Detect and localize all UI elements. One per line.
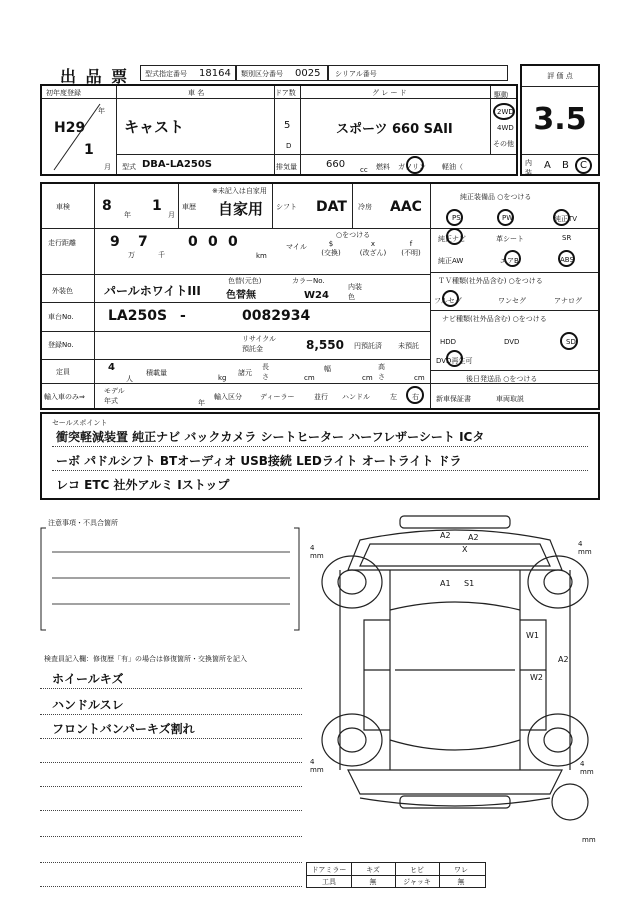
abs-circle (558, 250, 575, 267)
ps-circle (446, 209, 463, 226)
first-reg-month: 1 (84, 142, 94, 158)
tread-fl: 4 mm (310, 544, 324, 560)
tread-rl: 4 mm (310, 758, 324, 774)
drive-2wd-circle (493, 103, 515, 120)
mark-a1: A1 (440, 579, 451, 588)
dvd-circle (446, 350, 463, 367)
chassis-number: 0082934 (242, 308, 311, 324)
navi-circle (446, 228, 463, 245)
shift-type: DAT (316, 199, 347, 215)
registration-block: 初年度登録 車 名 ドア数 グ レ ー ド 駆動 年 H29 1 月 キャスト 5 D スポーツ 660 SAII 2WD 4WD その他 型式 DBA-LA250S 排気量 660 cc 燃料 ガソリン 軽油（ (40, 84, 518, 176)
ac-type: AAC (390, 199, 422, 215)
grade-name: スポーツ 660 SAII (336, 122, 453, 137)
selling-points-box: セールスポイント 衝突軽減装置 純正ナビ バックカメラ シートヒーター ハーフレザーシート ICタ ーボ パドルシフト BTオーディオ USB接続 LEDライト オートライト ドラ レコ ETC 社外アルミ Iストップ (40, 412, 600, 500)
drive-other: その他 (493, 140, 514, 148)
tv-circle (553, 209, 570, 226)
door-count: 5 (284, 120, 291, 131)
fuel-circle (406, 156, 424, 174)
mark-a2-front-left: A2 (440, 531, 451, 540)
inspect-year: 8 (102, 198, 112, 214)
mileage-digits: 9 7 万 0 0 0 千 km (110, 234, 267, 260)
repaint-status: 色替無 (226, 290, 256, 301)
inspect-month: 1 (152, 198, 162, 214)
fullseg-circle (442, 290, 459, 307)
drive-4wd: 4WD (497, 124, 514, 132)
slash-line (52, 102, 102, 172)
usage-history: 自家用 (218, 200, 264, 218)
interior-opt-c: C (580, 160, 587, 171)
grade-value: 3.5 (533, 102, 587, 137)
fuel-gasoline: ガソリン (398, 163, 426, 171)
airbag-circle (504, 250, 521, 267)
caution-bracket (40, 524, 300, 634)
mark-x: X (462, 545, 468, 554)
inspector-label: 検査員記入欄：修復歴「有」の場合は修復箇所・交換箇所を記入 (44, 655, 247, 663)
seat-count: 4 (108, 362, 115, 373)
handle-right-circle (406, 386, 424, 404)
form-title: 出 品 票 (60, 67, 130, 86)
color-number: W24 (304, 290, 329, 301)
class-box: 類別区分番号 0025 (236, 65, 328, 81)
type-cert-box: 型式指定番号 18164 (140, 65, 236, 81)
details-block: 車検 8 年 1 月 車歴 ※未記入は自家用 自家用 シフト DAT 冷房 AAC 走行距離 9 7 万 0 0 0 千 km マイル ○をつける $ (交換) x (改ざん) f (不明) 外装色 パールホワイトIII 色替(元色) 色替無 カラーNo. W24 内装 色 車台No. LA250S - 0082934 登録No. リサイクル 預託金 8,550 円預託済 未預託 定員 4 人 積載量 kg 諸元 長 さ cm 幅 cm 高 さ cm 輸入車のみ⇒ モデル 年式 年 輸入区分 ディーラー 並行 ハンドル 左 右 純正装備品 ○をつける PS PW 純正TV 純正ナビ 革シート SR 純正AW エアB ABS ＴＶ種類(社外品含む) ○をつける フルセグ ワンセグ アナログ ナビ種類(社外品含む) ○をつける HDD DVD SD DVD再生可 後日発送品 ○をつける 新車保証書 車両取説 (40, 182, 600, 410)
pw-circle (497, 209, 514, 226)
mark-w1: W1 (526, 631, 539, 640)
exterior-color: パールホワイトIII (104, 284, 201, 298)
note-item-1: ホイールキズ (52, 672, 124, 686)
drive-2wd: 2WD (497, 108, 514, 116)
recycle-fee: 8,550 (306, 338, 344, 352)
model-code: DBA-LA250S (142, 159, 212, 170)
caution-label: 注意事項・不具合箇所 (48, 519, 118, 527)
sd-circle (560, 332, 578, 350)
handle-right: 右 (412, 393, 419, 401)
grade-box: 評 価 点 3.5 内装 A B C (520, 64, 600, 176)
selling-line-2: ーボ パドルシフト BTオーディオ USB接続 LEDライト オートライト ドラ (56, 454, 462, 468)
selling-line-1: 衝突軽減装置 純正ナビ バックカメラ シートヒーター ハーフレザーシート ICタ (56, 430, 485, 444)
mark-a2-front-right: A2 (468, 533, 479, 542)
interior-opt-a: A (544, 160, 551, 171)
interior-c-circle (575, 157, 592, 174)
tread-rr: 4 mm (580, 760, 594, 776)
chassis-prefix: LA250S (108, 308, 168, 324)
mark-a2-side: A2 (558, 655, 569, 664)
interior-opt-b: B (562, 160, 569, 171)
mark-w2: W2 (530, 673, 543, 682)
displacement: 660 (326, 159, 346, 170)
tread-fr: 4 mm (578, 540, 592, 556)
note-item-3: フロントバンパーキズ割れ (52, 722, 195, 736)
first-reg-year: H29 (54, 120, 86, 136)
serial-box: シリアル番号 (328, 65, 508, 81)
bottom-table: ドアミラー キズ ヒビ ワレ 工具 無 ジャッキ 無 (306, 862, 486, 888)
selling-line-3: レコ ETC 社外アルミ Iストップ (56, 478, 230, 492)
tread-spare: mm (582, 836, 596, 844)
car-damage-diagram (300, 510, 610, 860)
mark-s1: S1 (464, 579, 475, 588)
car-name: キャスト (124, 118, 185, 136)
note-item-2: ハンドルスレ (52, 698, 124, 712)
